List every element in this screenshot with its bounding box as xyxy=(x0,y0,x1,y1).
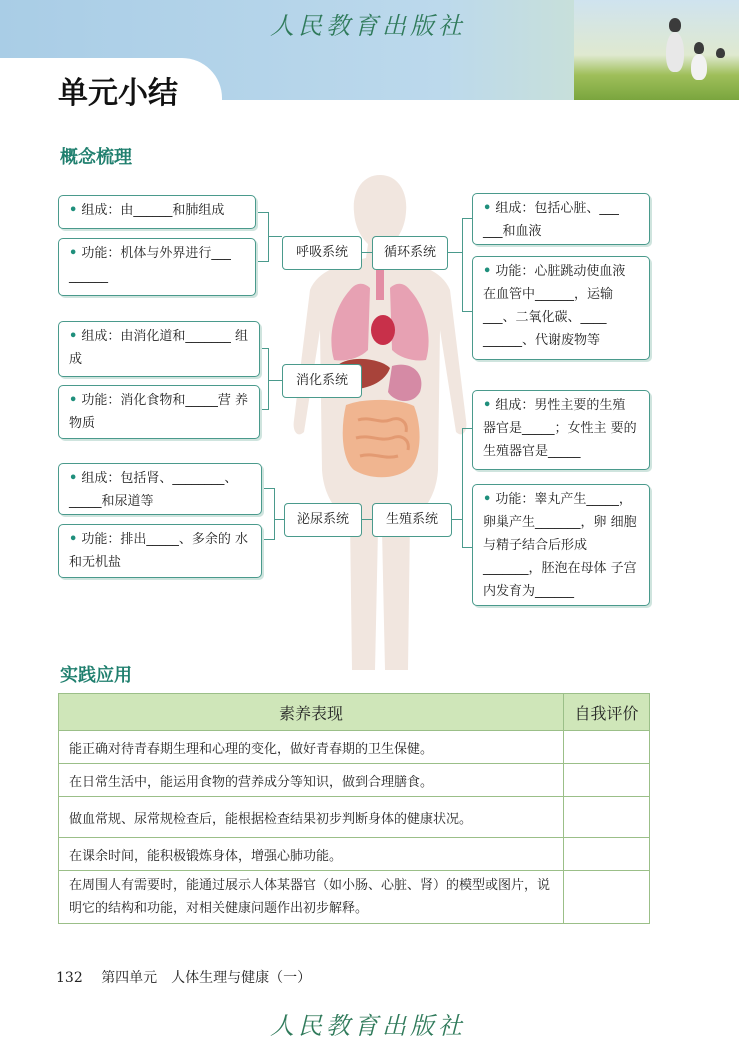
column-header-self-evaluation: 自我评价 xyxy=(564,694,650,731)
connector xyxy=(262,488,275,540)
reproductive-system-label: 生殖系统 xyxy=(372,503,452,537)
connector xyxy=(362,519,372,520)
practice-section-title: 实践应用 xyxy=(60,665,132,686)
circulatory-system-label: 循环系统 xyxy=(372,236,448,270)
connector xyxy=(268,380,282,381)
table-header-row xyxy=(59,694,650,731)
digestive-function-box: • 功能：消化食物和_____营 养物质 xyxy=(58,385,260,439)
digestive-system-label: 消化系统 xyxy=(282,364,362,398)
table-row xyxy=(59,731,650,764)
table-row xyxy=(59,797,650,838)
connector xyxy=(268,236,282,237)
unit-title: 单元小结 xyxy=(58,76,178,111)
respiratory-function-box: • 功能：机体与外界进行___ ______ xyxy=(58,238,256,296)
self-evaluation-table xyxy=(58,693,650,924)
self-evaluation-cell[interactable] xyxy=(564,838,650,871)
urinary-composition-box: • 组成：包括肾、________、 _____和尿道等 xyxy=(58,463,262,515)
footer-publisher-logo: 人民教育出版社 xyxy=(270,1012,466,1040)
digestive-composition-box: • 组成：由消化道和_______ 组成 xyxy=(58,321,260,377)
self-evaluation-cell[interactable] xyxy=(564,764,650,797)
performance-cell: 在周围人有需要时，能通过展示人体某器官（如小肠、心脏、肾）的模型或图片，说明它的结构和功能，对相关健康问题作出初步解释。 xyxy=(59,871,564,924)
connector xyxy=(448,252,462,253)
page-number: 132 xyxy=(56,970,83,986)
page-footer xyxy=(56,967,311,987)
self-evaluation-cell[interactable] xyxy=(564,797,650,838)
connector xyxy=(362,252,372,253)
self-evaluation-cell[interactable] xyxy=(564,871,650,924)
column-header-performance: 素养表现 xyxy=(59,694,564,731)
performance-cell: 在课余时间，能积极锻炼身体，增强心肺功能。 xyxy=(59,838,564,871)
concept-section-title: 概念梳理 xyxy=(60,147,132,168)
respiratory-system-label: 呼吸系统 xyxy=(282,236,362,270)
table-row xyxy=(59,838,650,871)
trachea-icon xyxy=(376,265,384,300)
respiratory-composition-box: • 组成：由______和肺组成 xyxy=(58,195,256,229)
connector xyxy=(256,212,269,262)
reproductive-function-box: • 功能：睾丸产生_____， 卵巢产生_______，卵 细胞与精子结合后形成 _______，胚泡在母体 子宫内发育为______ xyxy=(472,484,650,606)
performance-cell: 能正确对待青春期生理和心理的变化，做好青春期的卫生保健。 xyxy=(59,731,564,764)
table-row xyxy=(59,764,650,797)
header-photo xyxy=(574,0,739,100)
self-evaluation-cell[interactable] xyxy=(564,731,650,764)
performance-cell: 做血常规、尿常规检查后，能根据检查结果初步判断身体的健康状况。 xyxy=(59,797,564,838)
publisher-logo: 人民教育出版社 xyxy=(270,12,466,40)
circulatory-composition-box: • 组成：包括心脏、___ ___和血液 xyxy=(472,193,650,245)
urinary-system-label: 泌尿系统 xyxy=(284,503,362,537)
urinary-function-box: • 功能：排出_____、多余的 水和无机盐 xyxy=(58,524,262,578)
performance-cell: 在日常生活中，能运用食物的营养成分等知识，做到合理膳食。 xyxy=(59,764,564,797)
table-row xyxy=(59,871,650,924)
chapter-title: 第四单元 人体生理与健康（一） xyxy=(101,970,312,986)
connector xyxy=(452,519,462,520)
circulatory-function-box: • 功能：心脏跳动使血液 在血管中______，运输 ___、二氧化碳、____ ______、代谢废物等 xyxy=(472,256,650,360)
heart-icon xyxy=(371,315,395,345)
reproductive-composition-box: • 组成：男性主要的生殖 器官是_____；女性主 要的生殖器官是_____ xyxy=(472,390,650,470)
connector xyxy=(274,519,284,520)
